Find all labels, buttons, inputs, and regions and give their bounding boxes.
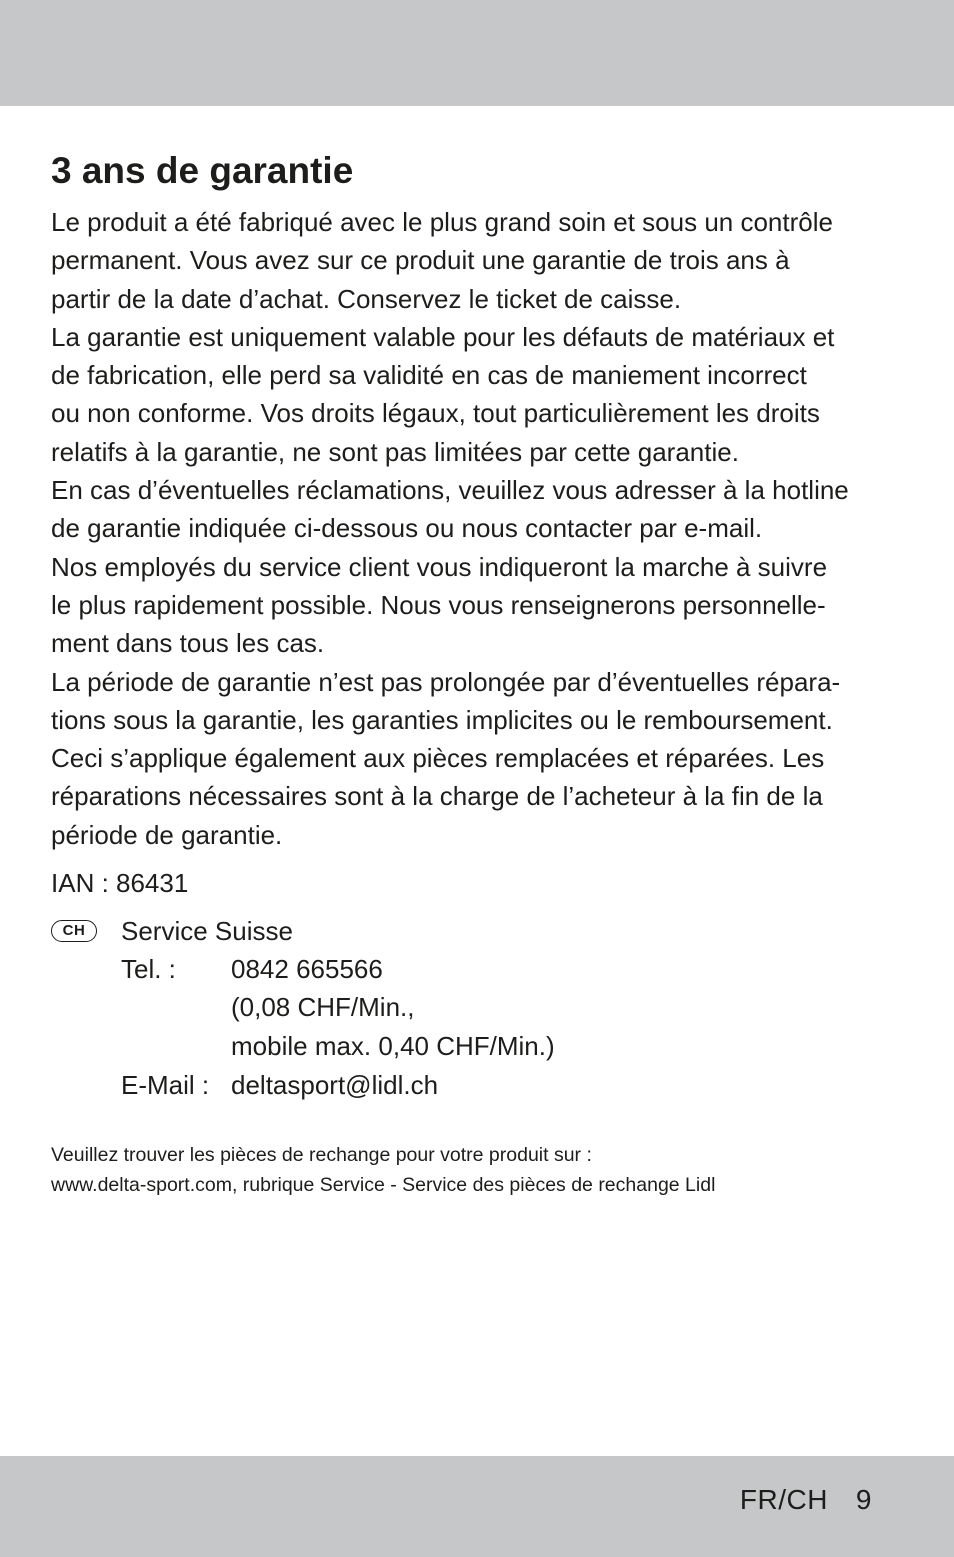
text-line: En cas d’éventuelles réclamations, veuillez vous adresser à la hotline — [51, 475, 849, 506]
text-line: permanent. Vous avez sur ce produit une garantie de trois ans à — [51, 245, 790, 276]
tel-rate: (0,08 CHF/Min., — [231, 992, 415, 1022]
ian-number: IAN : 86431 — [51, 868, 189, 898]
email-address: deltasport@lidl.ch — [231, 1070, 439, 1100]
tel-label: Tel. : — [121, 954, 176, 984]
note-line: Veuillez trouver les pièces de rechange pour votre produit sur : — [51, 1144, 592, 1166]
text-line: période de garantie. — [51, 819, 283, 850]
page-title: 3 ans de garantie — [51, 150, 354, 191]
text-line: de fabrication, elle perd sa validité en cas de maniement incorrect — [51, 360, 807, 391]
text-line: ment dans tous les cas. — [51, 628, 325, 659]
page-footer — [740, 1484, 872, 1516]
text-line: La période de garantie n’est pas prolongée par d’éventuelles répara- — [51, 666, 841, 697]
spare-parts-note — [51, 1140, 715, 1200]
text-line: La garantie est uniquement valable pour les défauts de matériaux et — [51, 321, 835, 352]
warranty-text — [51, 203, 921, 854]
ch-country-badge: CH — [51, 920, 97, 942]
text-line: partir de la date d’achat. Conservez le ticket de caisse. — [51, 283, 682, 314]
email-label: E-Mail : — [121, 1070, 210, 1100]
text-line: Le produit a été fabriqué avec le plus grand soin et sous un contrôle — [51, 207, 833, 237]
tel-mobile-rate: mobile max. 0,40 CHF/Min.) — [231, 1031, 555, 1061]
top-band — [0, 0, 954, 106]
text-line: ou non conforme. Vos droits légaux, tout particulièrement les droits — [51, 398, 820, 429]
note-line: www.delta-sport.com, rubrique Service - Service des pièces de rechange Lidl — [51, 1174, 716, 1196]
page-number: 9 — [855, 1484, 872, 1515]
service-name: Service Suisse — [121, 916, 293, 946]
text-line: de garantie indiquée ci-dessous ou nous contacter par e-mail. — [51, 513, 763, 544]
text-line: réparations nécessaires sont à la charge de l’acheteur à la fin de la — [51, 781, 823, 812]
text-line: Nos employés du service client vous indiqueront la marche à suivre — [51, 551, 828, 582]
language-code: FR/CH — [739, 1484, 828, 1515]
text-line: tions sous la garantie, les garanties implicites ou le remboursement. — [51, 704, 833, 735]
text-line: relatifs à la garantie, ne sont pas limitées par cette garantie. — [51, 436, 739, 467]
text-line: Ceci s’applique également aux pièces remplacées et réparées. Les — [51, 743, 825, 774]
tel-number: 0842 665566 — [231, 954, 383, 984]
text-line: le plus rapidement possible. Nous vous renseignerons personnelle- — [51, 589, 826, 620]
